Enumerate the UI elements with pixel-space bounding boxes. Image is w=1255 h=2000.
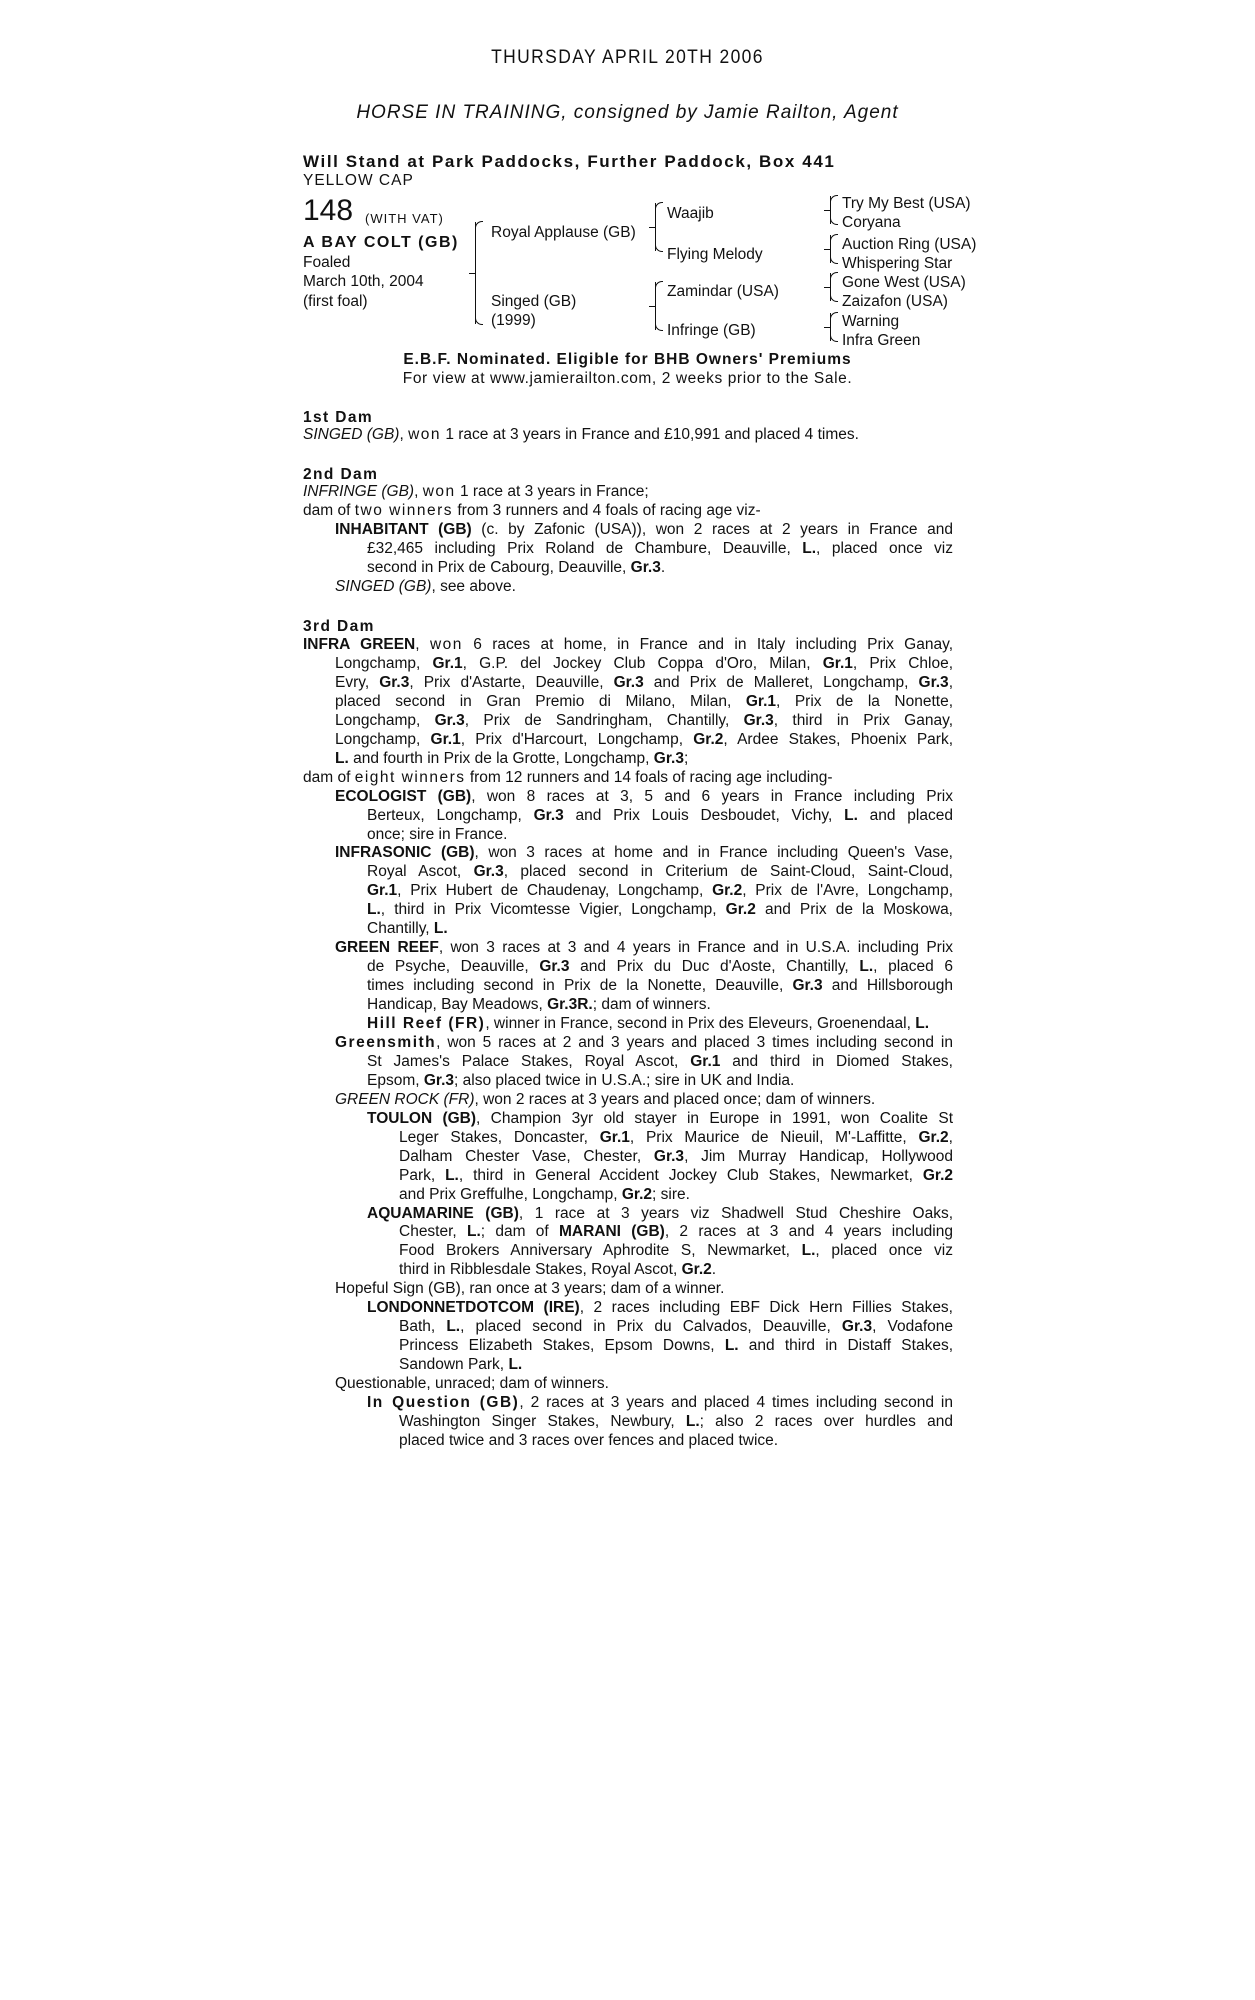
second-dam-heading: 2nd Dam (303, 466, 379, 483)
record-highlight: ECOLOGIST (GB) (335, 787, 472, 805)
record-text: Leger Stakes, Doncaster, (399, 1128, 600, 1146)
stand-location: Will Stand at Park Paddocks, Further Paddock, Box 441 (303, 152, 836, 171)
record-text: Evry, (335, 673, 380, 691)
record-text: ; dam of (480, 1223, 559, 1241)
record-line (399, 1412, 953, 1431)
record-text: Berteux, Longchamp, (367, 806, 534, 824)
dam-sire-name: Zamindar (USA) (667, 283, 779, 300)
record-highlight: Gr.1 (432, 654, 463, 672)
record-highlight: L. (801, 1242, 816, 1260)
record-highlight: INHABITANT (GB) (335, 521, 472, 538)
vat-note: (WITH VAT) (365, 211, 444, 226)
record-line (367, 806, 953, 825)
record-text: and third in Diomed Stakes, (720, 1052, 953, 1070)
record-highlight: AQUAMARINE (GB) (367, 1204, 519, 1222)
record-line (335, 843, 953, 862)
record-highlight: L. (915, 1015, 930, 1032)
record-line (335, 577, 516, 596)
record-text: , placed once viz (816, 540, 953, 557)
record-highlight: Gr.1 (822, 654, 853, 672)
record-text: ; also 2 races over hurdles and (699, 1412, 953, 1430)
record-line (367, 558, 665, 577)
record-line (399, 1336, 953, 1355)
record-highlight: Gr.2 (922, 1166, 954, 1184)
record-highlight: L. (367, 901, 381, 919)
record-text: and Hillsborough (822, 977, 953, 995)
dam-year: (1999) (491, 312, 536, 329)
record-text: Park, (399, 1166, 446, 1184)
record-highlight: Gr.2 (681, 1261, 712, 1279)
record-line (335, 673, 953, 692)
record-text: Dalham Chester Vase, Chester, (399, 1147, 654, 1165)
record-line (367, 539, 953, 558)
record-text: , Prix de l'Avre, Longchamp, (742, 882, 953, 900)
record-text: , placed 6 (873, 958, 954, 976)
record-text: Washington Singer Stakes, Newbury, (399, 1412, 686, 1430)
record-text: , won 8 races at 3, 5 and 6 years in France including Prix (471, 787, 953, 805)
record-highlight: L. (802, 540, 817, 557)
record-text: placed second in Gran Premio di Milano, Milan, (335, 692, 746, 710)
record-text: , winner in France, second in Prix des Eleveurs, Groenendaal, (485, 1015, 916, 1032)
record-highlight: Gr.1 (690, 1052, 721, 1070)
record-text: , won 3 races at 3 and 4 years in France and in U.S.A. including Prix (438, 939, 954, 957)
record-line (335, 730, 953, 749)
record-highlight: Gr.1 (367, 882, 398, 900)
record-text: , won 5 races at 2 and 3 years and placed 3 times including second in (436, 1033, 953, 1051)
record-text: , won 3 races at home and in France including Queen's Vase, (474, 844, 953, 862)
record-text: Handicap, Bay Meadows, (367, 996, 548, 1014)
record-text: and Prix Louis Desboudet, Vichy, (563, 806, 845, 824)
dam-name: Singed (GB) (491, 293, 577, 310)
record-highlight: GREEN ROCK (FR) (335, 1090, 475, 1108)
record-highlight: Gr.2 (693, 730, 724, 748)
record-highlight: Gr.3 (434, 711, 465, 729)
record-text: and third in Distaff Stakes, (738, 1337, 953, 1355)
record-line (367, 1109, 953, 1128)
record-highlight: L. (724, 1337, 739, 1355)
record-text: (c. by Zafonic (USA)), won 2 races at 2 years in France and (471, 521, 953, 538)
record-text: placed twice and 3 races over fences and placed twice. (399, 1431, 779, 1449)
record-highlight: Gr.3 (630, 559, 661, 576)
record-highlight: SINGED (GB) (303, 426, 400, 443)
record-line (367, 1298, 953, 1317)
record-text: 1 race at 3 years in France and £10,991 and placed 4 times. (441, 426, 859, 443)
foal-note: (first foal) (303, 293, 368, 310)
record-line (367, 976, 953, 995)
record-text: second in Prix de Cabourg, Deauville, (367, 559, 631, 576)
record-text: , third in Prix Ganay, (773, 711, 954, 729)
record-highlight: Gr.3 (539, 958, 570, 976)
record-text: , (399, 426, 409, 443)
gen3-name: Auction Ring (USA) (842, 236, 977, 253)
nomination-text: E.B.F. Nominated. Eligible for BHB Owners' Premiums (403, 351, 852, 368)
record-text: , Prix de Sandringham, Chantilly, (464, 711, 744, 729)
record-highlight: L. (685, 1412, 700, 1430)
record-text: , placed once viz (815, 1242, 953, 1260)
sire-dam-name: Flying Melody (667, 246, 763, 263)
record-text: . (660, 559, 666, 576)
record-text: , G.P. del Jockey Club Coppa d'Oro, Milan, (462, 654, 823, 672)
record-text: , 1 race at 3 years viz Shadwell Stud Cheshire Oaks, (518, 1204, 953, 1222)
record-highlight: L. (844, 806, 858, 824)
gen3-name: Gone West (USA) (842, 274, 966, 291)
record-highlight: eight winners (354, 768, 466, 786)
dam-dam-name: Infringe (GB) (667, 322, 756, 339)
record-highlight: TOULON (GB) (367, 1109, 477, 1127)
record-line (399, 1185, 690, 1204)
record-highlight: L. (445, 1166, 459, 1184)
record-line (335, 1033, 953, 1052)
record-highlight: Gr.3 (423, 1071, 455, 1089)
record-line (399, 1166, 953, 1185)
cap-colour: YELLOW CAP (303, 172, 414, 189)
record-text: , (414, 483, 423, 500)
record-text: and placed (857, 806, 953, 824)
record-highlight: L. (446, 1318, 461, 1336)
pedigree-brace-g3a (830, 196, 831, 224)
record-text: Sandown Park, (399, 1356, 509, 1374)
record-text: Bath, (399, 1318, 447, 1336)
record-highlight: Gr.2 (621, 1185, 653, 1203)
record-text: , (415, 636, 430, 653)
record-highlight: MARANI (GB) (559, 1223, 665, 1241)
record-text: , third in General Accident Jockey Club Stakes, Newmarket, (458, 1166, 923, 1184)
record-highlight: Gr.1 (745, 692, 777, 710)
record-text: , see above. (431, 578, 516, 595)
record-line (399, 1241, 953, 1260)
sire-name: Royal Applause (GB) (491, 224, 636, 241)
gen3-name: Warning (842, 313, 900, 330)
record-highlight: L. (508, 1356, 523, 1374)
record-line (303, 482, 649, 501)
record-line (399, 1317, 953, 1336)
record-text: and Prix de Malleret, Longchamp, (643, 673, 919, 691)
record-highlight: Gr.2 (725, 901, 756, 919)
record-text: Questionable, unraced; dam of winners. (335, 1375, 609, 1393)
record-line (399, 1128, 953, 1147)
pedigree-brace-g3b (830, 235, 831, 263)
record-highlight: Gr.3 (613, 673, 644, 691)
record-text: , (948, 673, 953, 691)
record-text: de Psyche, Deauville, (367, 958, 540, 976)
sire-sire-name: Waajib (667, 205, 714, 222)
pedigree-brace-main (475, 222, 476, 324)
record-highlight: L. (467, 1223, 481, 1241)
record-highlight: won (422, 483, 456, 500)
record-highlight: Greensmith (335, 1033, 437, 1051)
record-line (399, 1355, 522, 1374)
record-line (303, 635, 953, 654)
record-highlight: L. (433, 920, 448, 938)
nomination-note (0, 350, 1255, 369)
record-text: ; sire. (652, 1185, 690, 1203)
gen3-name: Whispering Star (842, 255, 953, 272)
record-line (399, 1222, 953, 1241)
record-text: 1 race at 3 years in France; (455, 483, 649, 500)
record-highlight: LONDONNETDOTCOM (IRE) (367, 1299, 580, 1317)
record-highlight: GREEN REEF (335, 939, 439, 957)
record-line (367, 1014, 929, 1033)
record-text: from 12 runners and 14 foals of racing age including- (465, 768, 833, 786)
gen3-name: Zaizafon (USA) (842, 293, 948, 310)
record-line (367, 1393, 953, 1412)
record-text: , placed second in Criterium de Saint-Cloud, Saint-Cloud, (503, 863, 953, 881)
record-text: once; sire in France. (367, 825, 508, 843)
record-line (399, 1431, 778, 1450)
record-highlight: two winners (354, 502, 454, 519)
record-line (303, 425, 859, 444)
record-text: ; dam of winners. (592, 996, 711, 1014)
record-line (367, 862, 953, 881)
record-text: £32,465 including Prix Roland de Chambure, Deauville, (367, 540, 803, 557)
record-highlight: Gr.3 (473, 863, 504, 881)
record-text: and fourth in Prix de la Grotte, Longchamp, (348, 749, 654, 767)
record-text: , Prix Hubert de Chaudenay, Longchamp, (397, 882, 713, 900)
record-text: Epsom, (367, 1071, 424, 1089)
pedigree-brace-sire (655, 203, 656, 251)
record-text: times including second in Prix de la Nonette, Deauville, (367, 977, 793, 995)
record-line (335, 749, 688, 768)
record-highlight: SINGED (GB) (335, 578, 432, 595)
record-line (335, 787, 953, 806)
record-highlight: Gr.2 (712, 882, 743, 900)
record-text: and Prix du Duc d'Aoste, Chantilly, (569, 958, 860, 976)
record-highlight: Gr.3 (841, 1318, 873, 1336)
record-text: third in Ribblesdale Stakes, Royal Ascot, (399, 1261, 682, 1279)
record-line (303, 501, 761, 520)
pedigree-brace-g3d (830, 313, 831, 341)
lot-number: 148 (303, 194, 354, 227)
record-highlight: won (408, 426, 442, 443)
record-text: Food Brokers Anniversary Aphrodite S, Newmarket, (399, 1242, 802, 1260)
record-highlight: Gr.3 (918, 673, 949, 691)
record-highlight: In Question (GB) (367, 1394, 520, 1411)
record-line (335, 692, 953, 711)
record-line (367, 825, 507, 844)
record-text: , 2 races at 3 and 4 years including (664, 1223, 953, 1241)
record-text: , 2 races at 3 years and placed 4 times including second in (519, 1394, 953, 1411)
gen3-name: Try My Best (USA) (842, 195, 971, 212)
record-line (335, 654, 953, 673)
record-highlight: won (429, 636, 463, 653)
record-line (399, 1147, 953, 1166)
record-highlight: Gr.3R. (547, 996, 593, 1014)
foaled-date: March 10th, 2004 (303, 273, 424, 290)
record-text: St James's Palace Stakes, Royal Ascot, (367, 1052, 691, 1070)
record-highlight: Gr.2 (918, 1128, 949, 1146)
record-text: Longchamp, (335, 711, 435, 729)
record-line (367, 1052, 953, 1071)
foaled-label: Foaled (303, 254, 351, 271)
record-highlight: INFRASONIC (GB) (335, 844, 475, 862)
first-dam-heading: 1st Dam (303, 409, 374, 426)
record-text: , (948, 1128, 953, 1146)
record-highlight: Gr.1 (599, 1128, 630, 1146)
record-line (303, 768, 833, 787)
record-highlight: Gr.1 (430, 730, 461, 748)
record-highlight: Gr.3 (533, 806, 564, 824)
record-text: Royal Ascot, (367, 863, 474, 881)
record-line (335, 1279, 724, 1298)
consignment-line: HORSE IN TRAINING, consigned by Jamie Railton, Agent (356, 102, 899, 123)
third-dam-heading: 3rd Dam (303, 618, 375, 635)
record-text: , Prix de la Nonette, (776, 692, 954, 710)
record-text: Longchamp, (335, 730, 431, 748)
record-highlight: Gr.3 (792, 977, 823, 995)
viewing-note: For view at www.jamierailton.com, 2 weeks prior to the Sale. (402, 370, 853, 387)
record-text: and Prix de la Moskowa, (755, 901, 953, 919)
record-text: , placed second in Prix du Calvados, Deauville, (460, 1318, 842, 1336)
record-highlight: Gr.3 (379, 673, 410, 691)
record-highlight: Gr.3 (653, 1147, 685, 1165)
record-highlight: Gr.3 (653, 749, 684, 767)
record-text: Chester, (399, 1223, 467, 1241)
record-line (367, 995, 711, 1014)
record-text: , Ardee Stakes, Phoenix Park, (723, 730, 954, 748)
record-text: ; (683, 749, 689, 767)
record-highlight: INFRINGE (GB) (303, 483, 415, 500)
record-text: Chantilly, (367, 920, 434, 938)
record-text: , 2 races including EBF Dick Hern Fillies Stakes, (579, 1299, 953, 1317)
record-text: . (711, 1261, 717, 1279)
record-line (367, 881, 953, 900)
record-text: and Prix Greffulhe, Longchamp, (399, 1185, 622, 1203)
pedigree-brace-dam (655, 282, 656, 330)
record-text: Hopeful Sign (GB), ran once at 3 years; dam of a winner. (335, 1280, 725, 1298)
gen3-name: Coryana (842, 214, 901, 231)
record-highlight: L. (859, 958, 874, 976)
record-text: ; also placed twice in U.S.A.; sire in UK and India. (454, 1071, 795, 1089)
record-line (367, 1071, 794, 1090)
record-text: , Prix Maurice de Nieuil, M'-Laffitte, (629, 1128, 919, 1146)
record-highlight: L. (335, 749, 349, 767)
record-text: Princess Elizabeth Stakes, Epsom Downs, (399, 1337, 725, 1355)
record-line (367, 1204, 953, 1223)
record-text: , Prix d'Harcourt, Longchamp, (460, 730, 694, 748)
record-line (367, 919, 448, 938)
record-text: , Prix Chloe, (852, 654, 953, 672)
record-text: 6 races at home, in France and in Italy including Prix Ganay, (462, 636, 953, 653)
record-text: , third in Prix Vicomtesse Vigier, Longchamp, (380, 901, 726, 919)
record-line (335, 938, 953, 957)
record-text: dam of (303, 502, 355, 519)
record-text: , Vodafone (872, 1318, 954, 1336)
record-line (399, 1260, 716, 1279)
record-text: , won 2 races at 3 years and placed once; dam of winners. (474, 1090, 876, 1108)
gen3-name: Infra Green (842, 332, 921, 349)
record-line (367, 900, 953, 919)
record-line (335, 711, 953, 730)
record-text: dam of (303, 768, 355, 786)
record-line (335, 1374, 609, 1393)
record-highlight: Gr.3 (743, 711, 774, 729)
record-text: Longchamp, (335, 654, 433, 672)
pedigree-brace-g3c (830, 273, 831, 301)
record-text: , Champion 3yr old stayer in Europe in 1991, won Coalite St (476, 1109, 953, 1127)
record-line (367, 957, 953, 976)
record-text: , Jim Murray Handicap, Hollywood (684, 1147, 953, 1165)
record-line (335, 520, 953, 539)
sale-date: THURSDAY APRIL 20TH 2006 (491, 47, 764, 68)
lot-description: A BAY COLT (GB) (303, 234, 459, 251)
record-text: , Prix d'Astarte, Deauville, (409, 673, 614, 691)
record-highlight: Hill Reef (FR) (367, 1015, 486, 1032)
record-text: from 3 runners and 4 foals of racing age viz- (453, 502, 761, 519)
record-line (335, 1090, 875, 1109)
record-highlight: INFRA GREEN (303, 636, 416, 653)
